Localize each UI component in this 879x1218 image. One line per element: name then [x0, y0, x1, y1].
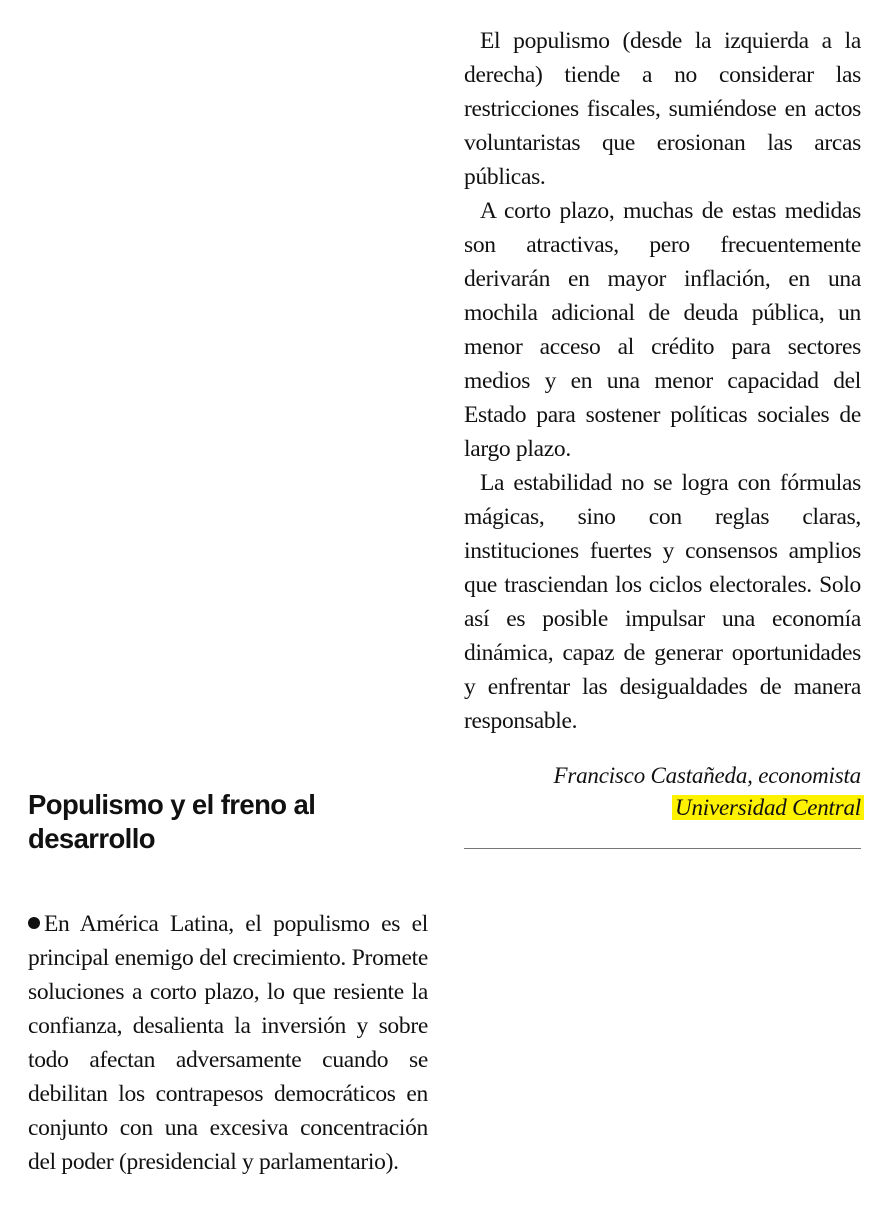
byline [554, 760, 861, 824]
article-headline: Populismo y el freno al desarrollo [28, 789, 316, 854]
bullet-icon [28, 917, 40, 929]
article-continuation [464, 24, 861, 738]
paragraph-3: La estabilidad no se logra con fórmulas mágicas, sino con reglas claras, instituciones fuertes y consensos amplios que trasciendan los ciclos electorales. Solo así es posible impulsar una economía dinámica, capaz de generar oportunidades y enfrentar las desigualdades de manera responsable. [464, 470, 861, 734]
article-body [28, 907, 428, 1179]
paragraph-1: El populismo (desde la izquierda a la derecha) tiende a no considerar las restricciones fiscales, sumiéndose en actos voluntaristas que erosionan las arcas públicas. [464, 28, 861, 190]
section-divider [464, 848, 861, 849]
article-body-text: En América Latina, el populismo es el principal enemigo del crecimiento. Promete soluciones a corto plazo, lo que resiente la confianza, desalienta la inversión y sobre todo afectan adversamente cuando se debilitan los contrapesos democráticos en conjunto con una excesiva concentración del poder (presidencial y parlamentario). [28, 911, 428, 1175]
new-article [28, 788, 428, 1179]
author-affiliation: Universidad Central [672, 795, 864, 820]
paragraph-2: A corto plazo, muchas de estas medidas son atractivas, pero frecuentemente derivarán en mayor inflación, en una mochila adicional de deuda pública, un menor acceso al crédito para sectores medios y en una menor capacidad del Estado para sostener políticas sociales de largo plazo. [464, 198, 861, 462]
author-name: Francisco Castañeda, economista [553, 763, 861, 788]
